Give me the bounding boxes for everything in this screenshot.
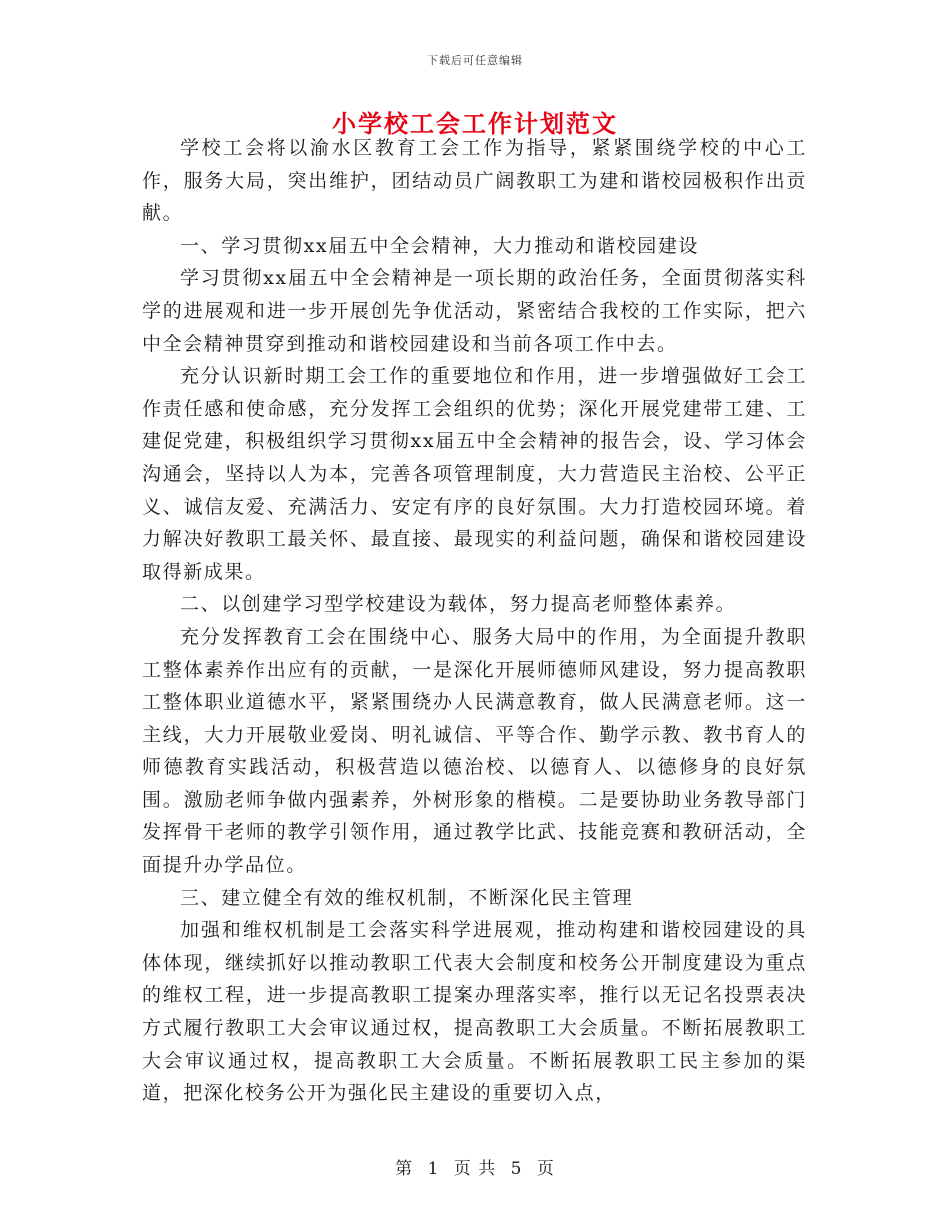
paragraph-intro: 学校工会将以渝水区教育工会工作为指导，紧紧围绕学校的中心工作，服务大局，突出维护，团结动员广阔教职工为建和谐校园极积作出贡献。 xyxy=(142,137,807,225)
page-header-note: 下载后可任意编辑 xyxy=(427,54,523,67)
footer-total-pages: 5 xyxy=(510,1159,523,1179)
footer-current-page: 1 xyxy=(427,1159,440,1179)
paragraph: 充分发挥教育工会在围绕中心、服务大局中的作用，为全面提升教职工整体素养作出应有的贡献，一是深化开展师德师风建设，努力提高教职工整体职业道德水平，紧紧围绕办人民满意教育，做人民满意老师。这一主线，大力开展敬业爱岗、明礼诚信、平等合作、勤学示教、教书育人的师德教育实践活动，积极营造以德治校、以德育人、以德修身的良好氛围。激励老师争做内强素养，外树形象的楷模。二是要协助业务教导部门发挥骨干老师的教学引领作用，通过教学比武、技能竞赛和教研活动，全面提升办学品位。 xyxy=(142,625,807,877)
paragraph: 加强和维权机制是工会落实科学进展观，推动构建和谐校园建设的具体体现，继续抓好以推动教职工代表大会制度和校务公开制度建设为重点的维权工程，进一步提高教职工提案办理落实率，推行以无记名投票表决方式履行教职工大会审议通过权，提高教职工大会质量。不断拓展教职工大会审议通过权，提高教职工大会质量。不断拓展教职工民主参加的渠道，把深化校务公开为强化民主建设的重要切入点， xyxy=(142,919,807,1105)
section-heading-3: 三、建立健全有效的维权机制，不断深化民主管理 xyxy=(180,886,634,909)
page-footer xyxy=(0,1154,950,1179)
footer-middle: 页 共 xyxy=(453,1159,497,1179)
footer-suffix: 页 xyxy=(536,1159,555,1179)
section-heading-1: 一、学习贯彻xx届五中全会精神，大力推动和谐校园建设 xyxy=(180,234,700,257)
paragraph: 学习贯彻xx届五中全会精神是一项长期的政治任务，全面贯彻落实科学的进展观和进一步开展创先争优活动，紧密结合我校的工作实际，把六中全会精神贯穿到推动和谐校园建设和当前各项工作中去。 xyxy=(142,267,807,355)
document-body xyxy=(142,132,807,1110)
paragraph: 充分认识新时期工会工作的重要地位和作用，进一步增强做好工会工作责任感和使命感，充分发挥工会组织的优势；深化开展党建带工建、工建促党建，积极组织学习贯彻xx届五中全会精神的报告会，设、学习体会沟通会，坚持以人为本，完善各项管理制度，大力营造民主治校、公平正义、诚信友爱、充满活力、安定有序的良好氛围。大力打造校园环境。着力解决好教职工最关怀、最直接、最现实的利益问题，确保和谐校园建设取得新成果。 xyxy=(142,365,807,583)
section-heading-2: 二、以创建学习型学校建设为载体，努力提高老师整体素养。 xyxy=(180,593,737,616)
document-title: 小学校工会工作计划范文 xyxy=(332,109,618,138)
footer-prefix: 第 xyxy=(395,1159,414,1179)
